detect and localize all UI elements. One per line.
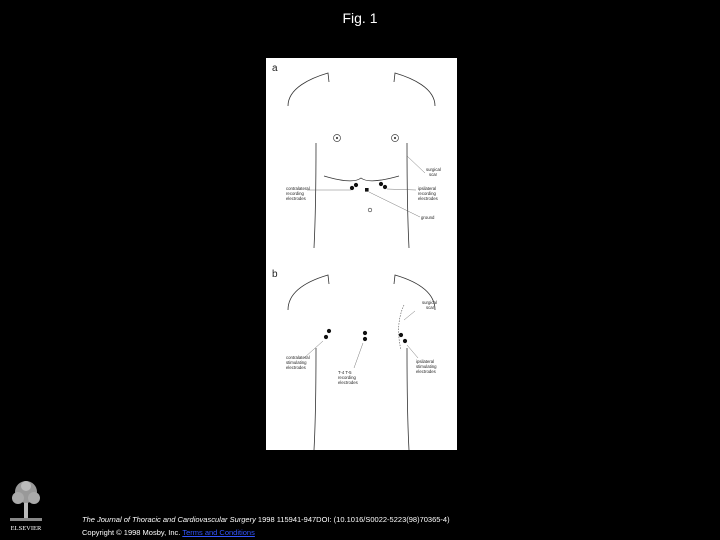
ipsilateral-recording-electrode xyxy=(379,182,383,186)
ipsilateral-stimulating-electrode xyxy=(403,339,407,343)
contralateral-recording-label: recording xyxy=(286,191,304,196)
panel-b-scar-line xyxy=(399,305,404,350)
panel-b-label: b xyxy=(272,269,278,280)
contralateral-stimulating-label: electrodes xyxy=(286,365,306,370)
panel-b-annotations xyxy=(286,300,437,385)
contralateral-stimulating-electrode xyxy=(327,329,331,333)
panel-a-nipples xyxy=(334,135,399,142)
copyright xyxy=(82,528,255,537)
surgical-scar-label: scar xyxy=(429,172,438,177)
panel-b-torso-outline xyxy=(288,275,435,450)
logo-text: ELSEVIER xyxy=(10,525,42,532)
surgical-scar-label: scar xyxy=(426,305,435,310)
panel-b-leader-lines xyxy=(304,311,418,368)
panel-a-annotations xyxy=(286,167,441,220)
ipsilateral-recording-electrode xyxy=(383,185,387,189)
surgical-scar-label: surgical xyxy=(426,167,441,172)
recording-electrode-t4-t5 xyxy=(363,337,367,341)
panel-a-electrodes xyxy=(350,182,387,212)
t4-t5-recording-label: recording xyxy=(338,375,356,380)
terms-and-conditions-link[interactable]: Terms and Conditions xyxy=(182,528,255,537)
t4-t5-recording-label: T-4 T-5 xyxy=(338,370,352,375)
page-title: Fig. 1 xyxy=(342,10,378,26)
panel-b-electrodes xyxy=(324,329,407,343)
xiphoid-marker xyxy=(368,208,372,212)
ipsilateral-recording-label: recording xyxy=(418,191,436,196)
copyright-text: Copyright © 1998 Mosby, Inc. xyxy=(82,528,183,537)
surgical-scar-label: surgical xyxy=(422,300,437,305)
citation-details: 1998 115941-947DOI: (10.1016/S0022-5223(98)70365-4) xyxy=(255,515,450,524)
contralateral-stimulating-label: stimulating xyxy=(286,360,307,365)
panel-a-torso-outline xyxy=(288,73,435,248)
contralateral-recording-electrode xyxy=(354,183,358,187)
ipsilateral-recording-label: ipsilateral xyxy=(418,186,437,191)
ipsilateral-recording-label: electrodes xyxy=(418,196,438,201)
ipsilateral-stimulating-label: electrodes xyxy=(416,369,436,374)
contralateral-recording-electrode xyxy=(350,186,354,190)
elsevier-logo xyxy=(6,478,46,534)
contralateral-recording-label: electrodes xyxy=(286,196,306,201)
journal-name: The Journal of Thoracic and Cardiovascular Surgery xyxy=(82,515,256,524)
contralateral-stimulating-label: contralateral xyxy=(286,355,310,360)
recording-electrode-t4-t5 xyxy=(363,331,367,335)
ground-electrode xyxy=(365,188,369,192)
ipsilateral-stimulating-label: stimulating xyxy=(416,364,437,369)
t4-t5-recording-label: electrodes xyxy=(338,380,358,385)
contralateral-recording-label: contralateral xyxy=(286,186,310,191)
ground-label: ground xyxy=(421,215,435,220)
ipsilateral-stimulating-label: ipsilateral xyxy=(416,359,435,364)
figure-image xyxy=(266,58,457,450)
contralateral-stimulating-electrode xyxy=(324,335,328,339)
panel-a-label: a xyxy=(272,63,278,74)
torso-diagram xyxy=(266,58,457,450)
citation xyxy=(82,515,450,524)
ipsilateral-stimulating-electrode xyxy=(399,333,403,337)
